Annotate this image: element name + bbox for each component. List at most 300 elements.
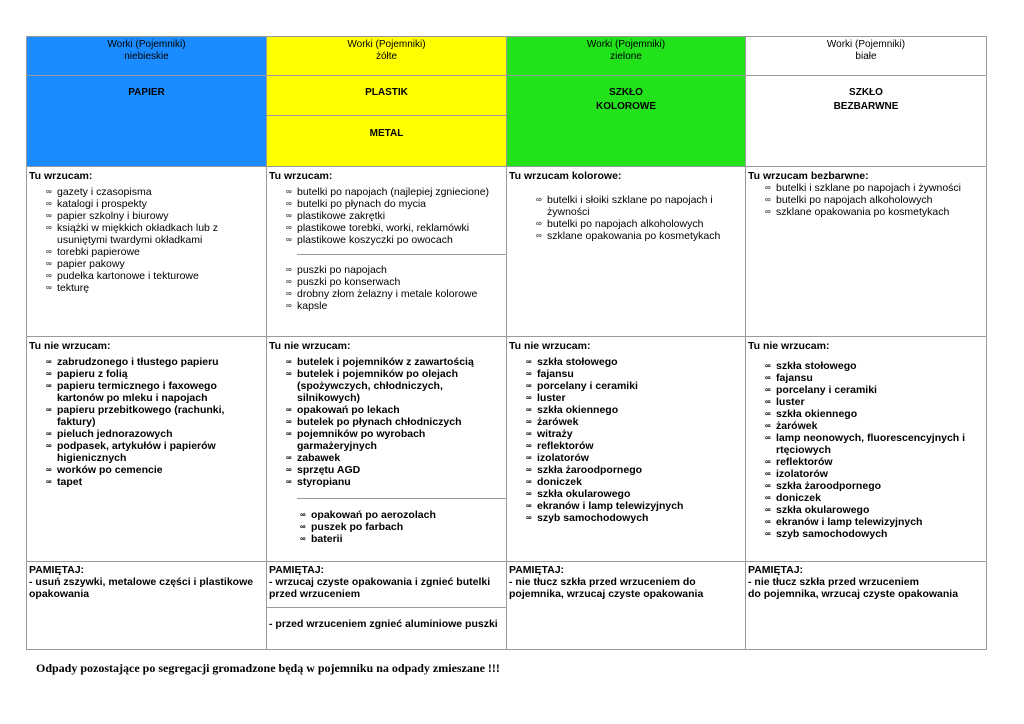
remember-line: do pojemnika, wrzucaj czyste opakowania	[748, 588, 959, 600]
header-title: Worki (Pojemniki)	[107, 39, 186, 50]
list-item-text: żarówek	[537, 416, 579, 428]
list-item-text: szkła okularowego	[776, 504, 870, 516]
bullet-icon: ∞	[46, 283, 52, 292]
list-item-text: butelki i słoiki szklane po napojach i	[547, 194, 713, 206]
list-item-text: pojemników po wyrobach	[297, 428, 426, 440]
bullet-icon: ∞	[286, 211, 292, 220]
category-label: SZKŁO	[609, 87, 643, 98]
bullet-icon: ∞	[536, 231, 542, 240]
list-item	[27, 270, 266, 282]
bullet-icon: ∞	[765, 421, 771, 430]
list-item	[267, 440, 506, 452]
list-item	[746, 444, 986, 456]
list-item-text: doniczek	[537, 476, 582, 488]
list-item-text: żywności	[547, 206, 590, 218]
list-item-text: fajansu	[776, 372, 813, 384]
bullet-icon: ∞	[286, 405, 292, 414]
list-item-text: baterii	[311, 533, 343, 545]
list-item-text: papieru z folią	[57, 368, 128, 380]
bullet-icon: ∞	[526, 357, 532, 366]
bullet-icon: ∞	[46, 259, 52, 268]
list-item-text: puszki po napojach	[297, 264, 387, 276]
list-item	[267, 368, 506, 380]
list-item-text: papier pakowy	[57, 258, 125, 270]
list-item-text: fajansu	[537, 368, 574, 380]
list-item	[507, 416, 745, 428]
list-item-text: sprzętu AGD	[297, 464, 361, 476]
list-item	[267, 222, 506, 234]
bullet-icon: ∞	[765, 183, 771, 192]
remember-line: - przed wrzuceniem zgnieć aluminiowe puszki	[269, 618, 498, 630]
list-item-text: puszki po konserwach	[297, 276, 401, 288]
bullet-icon: ∞	[765, 493, 771, 502]
bullet-icon: ∞	[46, 187, 52, 196]
list-item-text: papieru przebitkowego (rachunki,	[57, 404, 225, 416]
list-item	[281, 533, 506, 545]
item-list	[507, 356, 745, 524]
list-item-text: plastikowe torebki, worki, reklamówki	[297, 222, 470, 234]
section-title: Tu wrzucam kolorowe:	[509, 170, 622, 182]
list-item-text: butelki i szklane po napojach i żywności	[776, 182, 962, 194]
bullet-icon: ∞	[765, 207, 771, 216]
item-list	[267, 186, 506, 246]
remember-note	[27, 562, 266, 600]
remember-note	[746, 562, 986, 600]
list-item	[27, 356, 266, 368]
list-item	[507, 392, 745, 404]
list-item-text: rtęciowych	[776, 444, 831, 456]
section-title: Tu wrzucam:	[29, 170, 93, 182]
remember-title: PAMIĘTAJ:	[269, 564, 325, 576]
list-item-text: opakowań po aerozolach	[311, 509, 436, 521]
list-item-text: porcelany i ceramiki	[776, 384, 877, 396]
remember-colored-glass	[507, 562, 746, 650]
list-item	[517, 230, 745, 242]
header-title: Worki (Pojemniki)	[586, 39, 666, 50]
list-item	[267, 276, 506, 288]
bullet-icon: ∞	[765, 505, 771, 514]
list-item-text: ekranów i lamp telewizyjnych	[776, 516, 923, 528]
list-item-text: izolatorów	[776, 468, 828, 480]
bullet-icon: ∞	[526, 441, 532, 450]
bullet-icon: ∞	[286, 289, 292, 298]
remember-line: pojemnika, wrzucaj czyste opakowania	[509, 588, 704, 600]
header-white	[746, 37, 987, 76]
list-item-text: reflektorów	[537, 440, 594, 452]
list-item	[267, 210, 506, 222]
remember-title: PAMIĘTAJ:	[29, 564, 85, 576]
list-item	[746, 420, 986, 432]
list-item	[507, 380, 745, 392]
list-item-text: tekturę	[57, 282, 90, 294]
list-item-text: butelek i pojemników z zawartością	[297, 356, 474, 368]
list-item-text: faktury)	[57, 416, 96, 428]
bullet-icon: ∞	[286, 357, 292, 366]
list-item	[507, 440, 745, 452]
item-list	[267, 509, 506, 545]
section-title: Tu nie wrzucam:	[29, 340, 111, 352]
list-item-text: reflektorów	[776, 456, 833, 468]
section-title: Tu nie wrzucam:	[748, 340, 830, 352]
bullet-icon: ∞	[46, 199, 52, 208]
remember-title: PAMIĘTAJ:	[748, 564, 804, 576]
bullet-icon: ∞	[765, 385, 771, 394]
list-item-text: ekranów i lamp telewizyjnych	[537, 500, 684, 512]
list-item	[746, 516, 986, 528]
item-list	[267, 356, 506, 488]
header-color: żółte	[375, 51, 398, 62]
list-item-text: szyb samochodowych	[537, 512, 649, 524]
bullet-icon: ∞	[526, 501, 532, 510]
bullet-icon: ∞	[46, 211, 52, 220]
list-item-text: worków po cemencie	[57, 464, 163, 476]
remember-paper	[27, 562, 267, 650]
bullet-icon: ∞	[526, 405, 532, 414]
category-label: KOLOROWE	[596, 101, 656, 112]
item-list	[27, 356, 266, 488]
list-item	[267, 380, 506, 392]
bullet-icon: ∞	[286, 417, 292, 426]
section-title: Tu wrzucam:	[269, 170, 333, 182]
list-item	[27, 452, 266, 464]
bullet-icon: ∞	[286, 277, 292, 286]
remember-note	[507, 562, 745, 600]
category-paper	[27, 76, 267, 167]
list-item	[746, 492, 986, 504]
list-item-text: butelki po płynach do mycia	[297, 198, 426, 210]
list-item	[267, 392, 506, 404]
list-item	[507, 500, 745, 512]
divider	[297, 498, 507, 499]
divider	[297, 254, 507, 255]
bullet-icon: ∞	[526, 453, 532, 462]
bullet-icon: ∞	[46, 429, 52, 438]
bullet-icon: ∞	[526, 477, 532, 486]
list-item-text: opakowań po lekach	[297, 404, 400, 416]
list-item-text: porcelany i ceramiki	[537, 380, 638, 392]
list-item	[746, 360, 986, 372]
list-item	[27, 380, 266, 392]
allowed-row	[27, 167, 987, 337]
bullet-icon: ∞	[765, 529, 771, 538]
list-item	[27, 282, 266, 294]
bullet-icon: ∞	[300, 522, 306, 531]
list-item-text: kapsle	[297, 300, 328, 312]
list-item	[507, 452, 745, 464]
list-item-text: luster	[537, 392, 566, 404]
list-item	[746, 456, 986, 468]
list-item-text: doniczek	[776, 492, 821, 504]
bullet-icon: ∞	[526, 465, 532, 474]
list-item-text: żarówek	[776, 420, 818, 432]
list-item	[507, 356, 745, 368]
list-item-text: plastikowe koszyczki po owocach	[297, 234, 453, 246]
bullet-icon: ∞	[765, 373, 771, 382]
list-item	[27, 464, 266, 476]
bullet-icon: ∞	[765, 361, 771, 370]
list-item	[507, 428, 745, 440]
list-item-text: garmażeryjnych	[297, 440, 377, 452]
list-item	[507, 476, 745, 488]
list-item-text: luster	[776, 396, 805, 408]
list-item	[27, 222, 266, 234]
list-item-text: szkła żaroodpornego	[776, 480, 882, 492]
remember-clear-glass	[746, 562, 987, 650]
list-item	[746, 408, 986, 420]
bullet-icon: ∞	[46, 477, 52, 486]
category-label: BEZBARWNE	[833, 101, 899, 112]
list-item-text: styropianu	[297, 476, 351, 488]
list-item-text: silnikowych)	[297, 392, 361, 404]
allowed-paper	[27, 167, 267, 337]
bullet-icon: ∞	[536, 219, 542, 228]
list-item-text: (spożywczych, chłodniczych,	[297, 380, 443, 392]
list-item-text: szklane opakowania po kosmetykach	[776, 206, 950, 218]
bullet-icon: ∞	[526, 381, 532, 390]
list-item-text: szyb samochodowych	[776, 528, 888, 540]
bullet-icon: ∞	[526, 513, 532, 522]
bullet-icon: ∞	[286, 235, 292, 244]
list-item-text: katalogi i prospekty	[57, 198, 147, 210]
bullet-icon: ∞	[526, 417, 532, 426]
bullet-icon: ∞	[46, 247, 52, 256]
bullet-icon: ∞	[765, 433, 771, 442]
list-item-text: podpasek, artykułów i papierów	[57, 440, 216, 452]
category-label: METAL	[369, 128, 404, 139]
bullet-icon: ∞	[765, 397, 771, 406]
bullet-icon: ∞	[46, 465, 52, 474]
bullet-icon: ∞	[46, 369, 52, 378]
list-item	[27, 210, 266, 222]
list-item-text: butelek po płynach chłodniczych	[297, 416, 462, 428]
list-item-text: torebki papierowe	[57, 246, 140, 258]
list-item	[281, 509, 506, 521]
header-yellow	[267, 37, 507, 76]
bullet-icon: ∞	[46, 381, 52, 390]
list-item	[27, 186, 266, 198]
list-item	[27, 258, 266, 270]
list-item-text: kartonów po mleku i napojach	[57, 392, 208, 404]
list-item-text: papieru termicznego i faxowego	[57, 380, 217, 392]
list-item	[746, 468, 986, 480]
bullet-icon: ∞	[526, 369, 532, 378]
header-green	[507, 37, 746, 76]
bullet-icon: ∞	[286, 199, 292, 208]
list-item	[267, 476, 506, 488]
forbidden-paper	[27, 337, 267, 562]
header-color: niebieskie	[124, 51, 169, 62]
bullet-icon: ∞	[286, 265, 292, 274]
list-item-text: gazety i czasopisma	[57, 186, 152, 198]
section-title: Tu wrzucam bezbarwne:	[748, 170, 869, 182]
bullet-icon: ∞	[286, 187, 292, 196]
item-list	[746, 182, 986, 218]
list-item	[517, 194, 745, 206]
list-item	[507, 368, 745, 380]
header-color: zielone	[610, 51, 642, 62]
forbidden-row	[27, 337, 987, 562]
bullet-icon: ∞	[765, 517, 771, 526]
bullet-icon: ∞	[765, 409, 771, 418]
header-blue	[27, 37, 267, 76]
list-item	[267, 416, 506, 428]
list-item	[267, 300, 506, 312]
list-item-text: szkła okiennego	[537, 404, 619, 416]
header-row	[27, 37, 987, 76]
list-item-text: szkła stołowego	[776, 360, 857, 372]
list-item	[267, 288, 506, 300]
list-item	[267, 356, 506, 368]
remember-line: - wrzucaj czyste opakowania i zgnieć butelki	[269, 576, 491, 588]
bullet-icon: ∞	[46, 223, 52, 232]
list-item	[517, 218, 745, 230]
list-item	[746, 206, 986, 218]
category-plastic-metal	[267, 76, 507, 167]
remember-row	[27, 562, 987, 650]
bullet-icon: ∞	[526, 489, 532, 498]
forbidden-colored-glass	[507, 337, 746, 562]
list-item-text: usuniętymi twardymi okładkami	[57, 234, 203, 246]
list-item	[507, 512, 745, 524]
bullet-icon: ∞	[526, 429, 532, 438]
bullet-icon: ∞	[286, 477, 292, 486]
list-item	[746, 384, 986, 396]
list-item	[507, 404, 745, 416]
list-item	[746, 396, 986, 408]
list-item	[27, 404, 266, 416]
list-item	[267, 234, 506, 246]
list-item	[27, 392, 266, 404]
list-item	[267, 464, 506, 476]
list-item	[267, 186, 506, 198]
bullet-icon: ∞	[300, 510, 306, 519]
list-item	[267, 404, 506, 416]
list-item	[746, 194, 986, 206]
list-item	[267, 264, 506, 276]
list-item	[746, 182, 986, 194]
allowed-plastic	[267, 167, 507, 337]
list-item-text: zabrudzonego i tłustego papieru	[57, 356, 219, 368]
allowed-colored-glass	[507, 167, 746, 337]
remember-title: PAMIĘTAJ:	[509, 564, 565, 576]
bullet-icon: ∞	[46, 405, 52, 414]
list-item-text: książki w miękkich okładkach lub z	[57, 222, 219, 234]
list-item-text: lamp neonowych, fluorescencyjnych i	[776, 432, 966, 444]
category-label: PAPIER	[128, 87, 165, 98]
remember-plastic	[267, 562, 507, 650]
item-list	[507, 194, 745, 242]
list-item-text: butelek i pojemników po olejach	[297, 368, 459, 380]
bullet-icon: ∞	[286, 453, 292, 462]
list-item-text: butelki po napojach (najlepiej zgniecione)	[297, 186, 490, 198]
remember-note	[267, 562, 506, 608]
list-item-text: higienicznych	[57, 452, 127, 464]
bullet-icon: ∞	[286, 429, 292, 438]
footer-note: Odpady pozostające po segregacji gromadzone będą w pojemniku na odpady zmieszane !!!	[36, 661, 500, 675]
list-item	[27, 416, 266, 428]
bullet-icon: ∞	[286, 465, 292, 474]
list-item	[27, 368, 266, 380]
list-item	[746, 528, 986, 540]
list-item	[507, 488, 745, 500]
list-item	[507, 464, 745, 476]
list-item-text: butelki po napojach alkoholowych	[547, 218, 704, 230]
remember-line: - nie tłucz szkła przed wrzuceniem	[748, 576, 919, 588]
allowed-clear-glass	[746, 167, 987, 337]
list-item-text: papier szkolny i biurowy	[57, 210, 169, 222]
list-item	[27, 198, 266, 210]
list-item	[517, 206, 745, 218]
header-title: Worki (Pojemniki)	[826, 39, 906, 50]
bullet-icon: ∞	[765, 469, 771, 478]
header-color: białe	[855, 51, 877, 62]
list-item-text: puszek po farbach	[311, 521, 404, 533]
category-colored-glass	[507, 76, 746, 167]
bullet-icon: ∞	[765, 457, 771, 466]
list-item-text: tapet	[57, 476, 83, 488]
remember-line: - nie tłucz szkła przed wrzuceniem do	[509, 576, 696, 588]
list-item	[27, 476, 266, 488]
list-item	[27, 246, 266, 258]
bullet-icon: ∞	[765, 195, 771, 204]
bullet-icon: ∞	[46, 357, 52, 366]
category-label: SZKŁO	[849, 87, 883, 98]
category-row	[27, 76, 987, 167]
list-item	[281, 521, 506, 533]
bullet-icon: ∞	[286, 223, 292, 232]
list-item-text: pieluch jednorazowych	[57, 428, 173, 440]
list-item	[267, 452, 506, 464]
segregation-table	[26, 36, 987, 650]
list-item-text: szkła okularowego	[537, 488, 631, 500]
list-item-text: szkła okiennego	[776, 408, 858, 420]
forbidden-plastic	[267, 337, 507, 562]
remember-line: przed wrzuceniem	[269, 588, 361, 600]
list-item	[267, 428, 506, 440]
category-label: PLASTIK	[267, 76, 506, 116]
list-item-text: plastikowe zakrętki	[297, 210, 386, 222]
list-item-text: izolatorów	[537, 452, 589, 464]
bullet-icon: ∞	[46, 271, 52, 280]
list-item	[746, 504, 986, 516]
forbidden-clear-glass	[746, 337, 987, 562]
section-title: Tu nie wrzucam:	[509, 340, 591, 352]
list-item	[267, 198, 506, 210]
list-item-text: szklane opakowania po kosmetykach	[547, 230, 721, 242]
list-item	[27, 428, 266, 440]
remember-line: - usuń zszywki, metalowe części i plastikowe	[29, 576, 254, 588]
list-item-text: butelki po napojach alkoholowych	[776, 194, 933, 206]
list-item-text: zabawek	[297, 452, 341, 464]
category-clear-glass	[746, 76, 987, 167]
bullet-icon: ∞	[286, 369, 292, 378]
list-item	[746, 372, 986, 384]
list-item-text: pudełka kartonowe i tekturowe	[57, 270, 199, 282]
list-item-text: drobny złom żelazny i metale kolorowe	[297, 288, 478, 300]
bullet-icon: ∞	[765, 481, 771, 490]
list-item	[27, 440, 266, 452]
bullet-icon: ∞	[286, 301, 292, 310]
list-item-text: szkła żaroodpornego	[537, 464, 643, 476]
bullet-icon: ∞	[300, 534, 306, 543]
list-item-text: szkła stołowego	[537, 356, 618, 368]
item-list	[267, 264, 506, 312]
section-title: Tu nie wrzucam:	[269, 340, 351, 352]
list-item-text: witraży	[537, 428, 573, 440]
remember-line: opakowania	[29, 588, 90, 600]
bullet-icon: ∞	[536, 195, 542, 204]
bullet-icon: ∞	[526, 393, 532, 402]
